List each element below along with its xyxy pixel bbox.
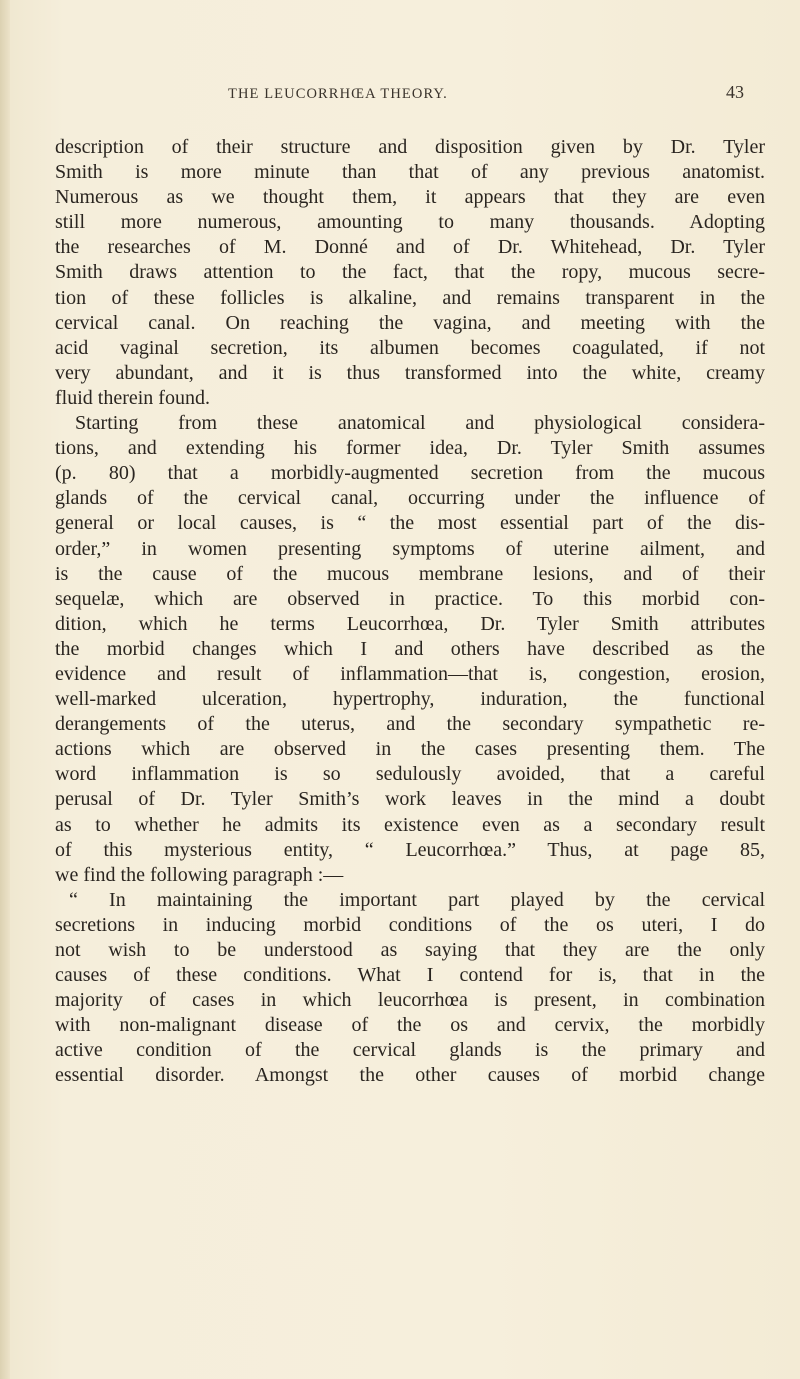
text-line: description of their structure and disposition given by Dr. Tyler xyxy=(55,136,765,158)
text-line: very abundant, and it is thus transformed into the white, creamy xyxy=(55,361,765,384)
text-line: of this mysterious entity, “ Leucorrhœa.” Thus, at page 85, xyxy=(55,838,765,861)
text-line: glands of the cervical canal, occurring under the influence of xyxy=(55,487,765,510)
text-line: actions which are observed in the cases presenting them. The xyxy=(55,738,765,761)
text-line: fluid therein found. xyxy=(55,386,210,409)
body-text xyxy=(55,135,765,1089)
text-line: tions, and extending his former idea, Dr. Tyler Smith assumes xyxy=(55,437,765,460)
page-gutter xyxy=(0,0,10,1379)
text-line: secretions in inducing morbid conditions of the os uteri, I do xyxy=(55,913,765,936)
text-line: is the cause of the mucous membrane lesions, and of their xyxy=(55,562,765,585)
text-line: evidence and result of inflammation—that is, congestion, erosion, xyxy=(55,662,765,685)
text-line: sequelæ, which are observed in practice. To this morbid con- xyxy=(55,587,765,610)
paragraph-start-line: Starting from these anatomical and physiological considera- xyxy=(75,412,765,435)
text-line: word inflammation is so sedulously avoided, that a careful xyxy=(55,763,765,786)
text-line: dition, which he terms Leucorrhœa, Dr. Tyler Smith attributes xyxy=(55,612,765,635)
quotation-start-line: “ In maintaining the important part played by the cervical xyxy=(69,888,765,911)
text-line: order,” in women presenting symptoms of uterine ailment, and xyxy=(55,537,765,560)
running-title: THE LEUCORRHŒA THEORY. xyxy=(228,86,448,102)
text-line: as to whether he admits its existence even as a secondary result xyxy=(55,813,765,836)
text-line: Smith draws attention to the fact, that the ropy, mucous secre- xyxy=(55,261,765,284)
text-line: (p. 80) that a morbidly-augmented secretion from the mucous xyxy=(55,462,765,485)
text-line: the researches of M. Donné and of Dr. Whitehead, Dr. Tyler xyxy=(55,236,765,259)
text-line: causes of these conditions. What I contend for is, that in the xyxy=(55,964,765,987)
text-line: Smith is more minute than that of any previous anatomist. xyxy=(55,161,765,184)
text-line: general or local causes, is “ the most essential part of the dis- xyxy=(55,512,765,535)
text-line: perusal of Dr. Tyler Smith’s work leaves in the mind a doubt xyxy=(55,788,765,811)
text-line: the morbid changes which I and others have described as the xyxy=(55,637,765,660)
text-line: acid vaginal secretion, its albumen becomes coagulated, if not xyxy=(55,336,765,359)
text-line: with non-malignant disease of the os and cervix, the morbidly xyxy=(55,1014,765,1037)
text-line: well-marked ulceration, hypertrophy, induration, the functional xyxy=(55,688,765,711)
text-line: essential disorder. Amongst the other causes of morbid change xyxy=(55,1064,765,1087)
text-line: still more numerous, amounting to many thousands. Adopting xyxy=(55,211,765,234)
text-line: majority of cases in which leucorrhœa is present, in combination xyxy=(55,989,765,1012)
text-line: Numerous as we thought them, it appears that they are even xyxy=(55,186,765,209)
text-line: cervical canal. On reaching the vagina, and meeting with the xyxy=(55,311,765,334)
text-line: derangements of the uterus, and the secondary sympathetic re- xyxy=(55,713,765,736)
page-number: 43 xyxy=(726,82,744,102)
text-line: active condition of the cervical glands is the primary and xyxy=(55,1039,765,1062)
text-line: tion of these follicles is alkaline, and remains transparent in the xyxy=(55,286,765,309)
text-line: not wish to be understood as saying that they are the only xyxy=(55,939,765,961)
text-line: we find the following paragraph :— xyxy=(55,863,344,886)
